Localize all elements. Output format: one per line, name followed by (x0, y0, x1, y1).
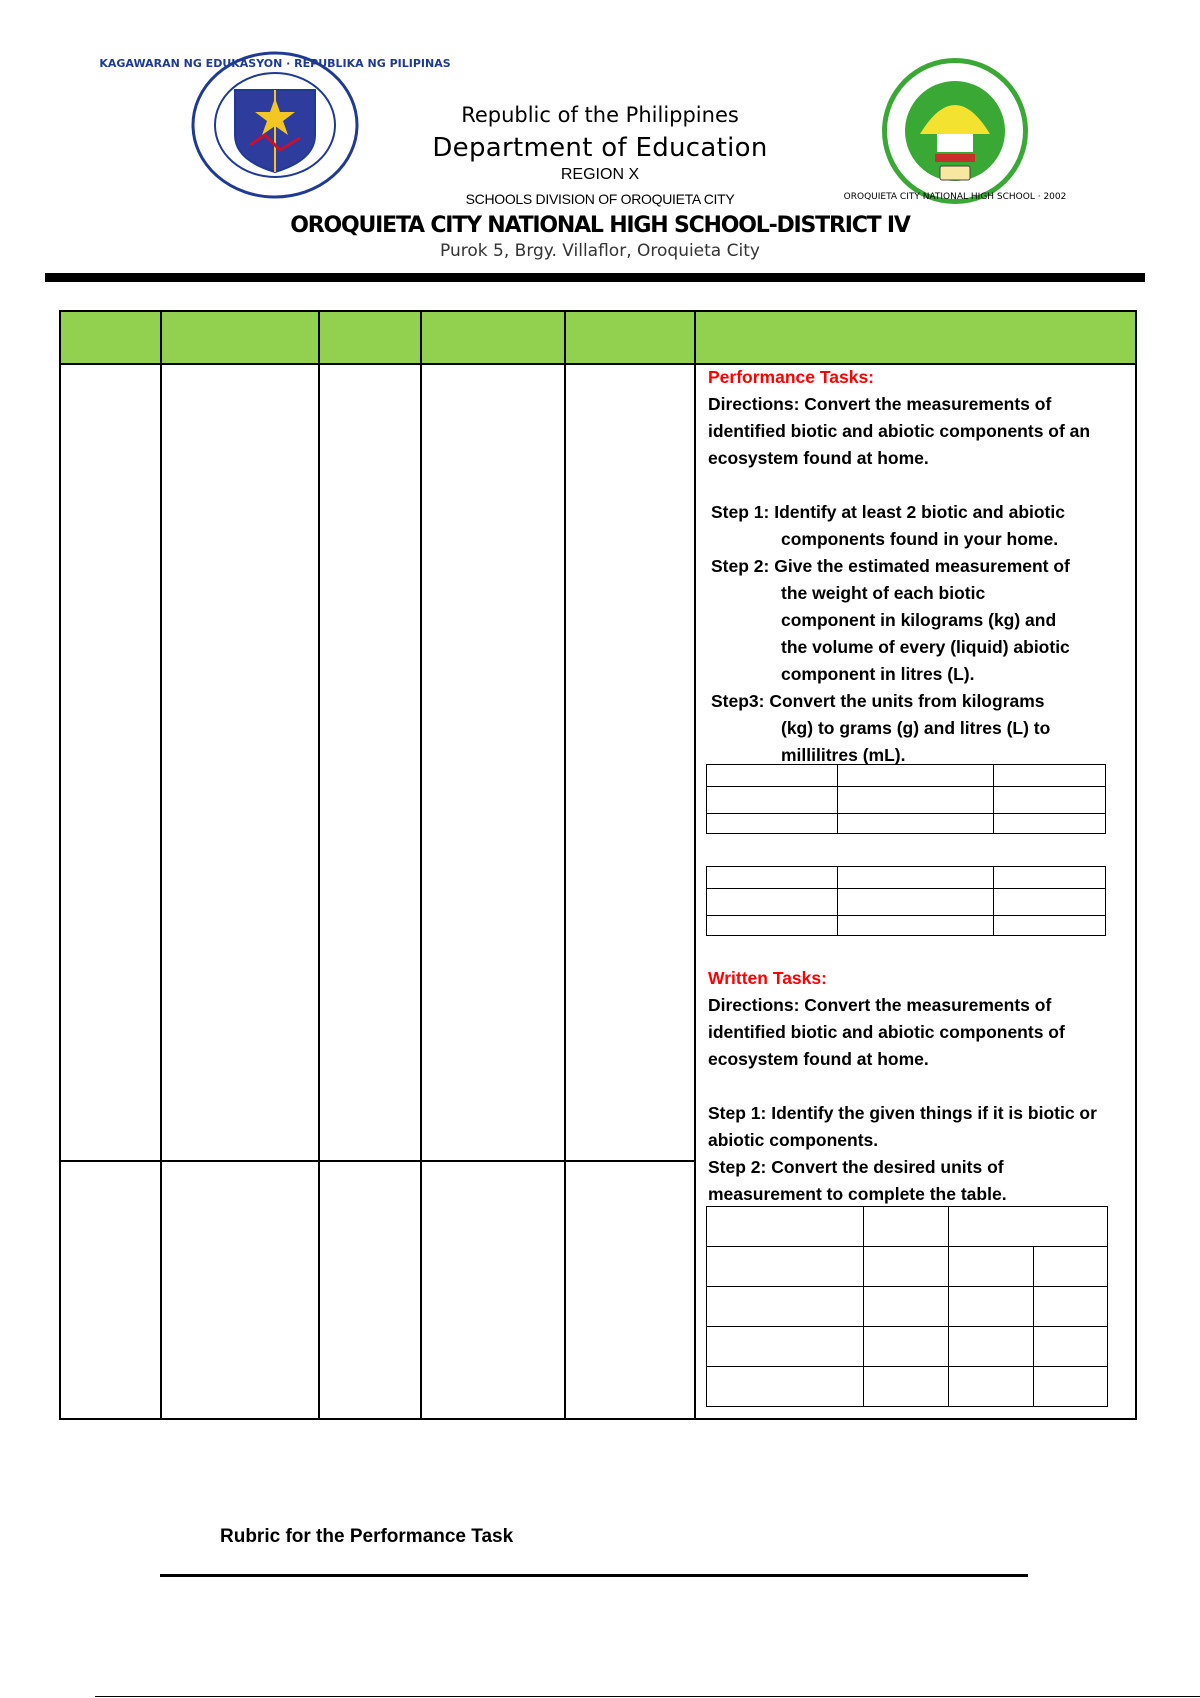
table-cell[interactable] (707, 1247, 864, 1287)
written-directions: Directions: Convert the measurements of identified biotic and abiotic components of ecosystem found at home. (708, 995, 1065, 1069)
table-cell[interactable] (994, 787, 1106, 814)
table-cell[interactable] (994, 765, 1106, 787)
rubric-underline (160, 1574, 1028, 1577)
table-cell[interactable] (864, 1247, 949, 1287)
header-cell-4 (422, 312, 564, 363)
table-cell[interactable] (994, 889, 1106, 916)
division-line: SCHOOLS DIVISION OF OROQUIETA CITY (465, 191, 735, 207)
table-cell[interactable] (707, 1287, 864, 1327)
table-cell[interactable] (707, 1367, 864, 1407)
table-cell[interactable] (838, 916, 994, 936)
performance-table-abiotic (706, 866, 1106, 936)
column-divider (564, 310, 566, 1420)
header-cell-3 (320, 312, 420, 363)
school-seal-text: OROQUIETA CITY NATIONAL HIGH SCHOOL · 2002 (843, 192, 1067, 202)
performance-step-3: Step3: Convert the units from kilograms (kg) to grams (g) and litres (L) to millilitres (mL). (711, 691, 1051, 765)
column-divider (318, 310, 320, 1420)
department-line: Department of Education (432, 133, 768, 163)
table-cell[interactable] (864, 1287, 949, 1327)
footer-line (95, 1696, 1200, 1697)
performance-step-2: Step 2: Give the estimated measurement of the weight of each biotic component in kilograms (kg) and the volume of every (liquid) abiotic component in litres (L). (711, 556, 1070, 684)
region-line: REGION X (560, 166, 640, 183)
written-conversion-table (706, 1206, 1108, 1407)
header-cell-1 (61, 312, 160, 363)
table-cell[interactable] (838, 765, 994, 787)
table-cell[interactable] (1034, 1327, 1108, 1367)
column-divider (420, 310, 422, 1420)
table-cell[interactable] (949, 1207, 1108, 1247)
table-cell[interactable] (994, 916, 1106, 936)
table-cell[interactable] (838, 867, 994, 889)
written-step-2: Step 2: Convert the desired units of measurement to complete the table. (708, 1157, 1007, 1204)
performance-table-biotic (706, 764, 1106, 834)
table-cell[interactable] (949, 1287, 1034, 1327)
table-cell[interactable] (707, 889, 838, 916)
table-cell[interactable] (949, 1367, 1034, 1407)
table-cell[interactable] (707, 787, 838, 814)
table-cell[interactable] (1034, 1287, 1108, 1327)
school-name: OROQUIETA CITY NATIONAL HIGH SCHOOL-DISTRICT IV (290, 213, 910, 238)
republic-line: Republic of the Philippines (461, 103, 739, 127)
performance-directions: Directions: Convert the measurements of identified biotic and abiotic components of an ecosystem found at home. (708, 394, 1091, 468)
school-address: Purok 5, Brgy. Villaflor, Oroquieta City (440, 241, 760, 261)
column-divider (160, 310, 162, 1420)
performance-step-1: Step 1: Identify at least 2 biotic and abiotic components found in your home. (711, 502, 1065, 549)
table-cell[interactable] (994, 867, 1106, 889)
table-cell[interactable] (707, 1327, 864, 1367)
table-cell[interactable] (864, 1327, 949, 1367)
deped-seal-text: KAGAWARAN NG EDUKASYON · REPUBLIKA NG PILIPINAS (99, 57, 451, 70)
header-divider (45, 273, 1145, 282)
table-cell[interactable] (838, 787, 994, 814)
performance-tasks-heading: Performance Tasks: (708, 367, 875, 387)
table-cell[interactable] (949, 1327, 1034, 1367)
table-cell[interactable] (1034, 1367, 1108, 1407)
rubric-title: Rubric for the Performance Task (220, 1526, 514, 1547)
header-cell-6 (696, 312, 1135, 363)
table-cell[interactable] (707, 814, 838, 834)
table-cell[interactable] (949, 1247, 1034, 1287)
written-step-1: Step 1: Identify the given things if it is biotic or abiotic components. (708, 1103, 1097, 1150)
table-cell[interactable] (864, 1207, 949, 1247)
table-cell[interactable] (707, 1207, 864, 1247)
written-tasks-heading: Written Tasks: (708, 968, 827, 988)
row-divider (59, 1160, 696, 1162)
header-cell-2 (162, 312, 318, 363)
table-cell[interactable] (838, 889, 994, 916)
table-cell[interactable] (864, 1367, 949, 1407)
column-divider (694, 310, 696, 1420)
table-cell[interactable] (994, 814, 1106, 834)
performance-tasks-section (708, 364, 1128, 769)
table-cell[interactable] (707, 916, 838, 936)
table-cell[interactable] (707, 765, 838, 787)
table-cell[interactable] (707, 867, 838, 889)
header-cell-5 (566, 312, 694, 363)
table-cell[interactable] (838, 814, 994, 834)
written-tasks-section (708, 965, 1128, 1208)
table-cell[interactable] (1034, 1247, 1108, 1287)
